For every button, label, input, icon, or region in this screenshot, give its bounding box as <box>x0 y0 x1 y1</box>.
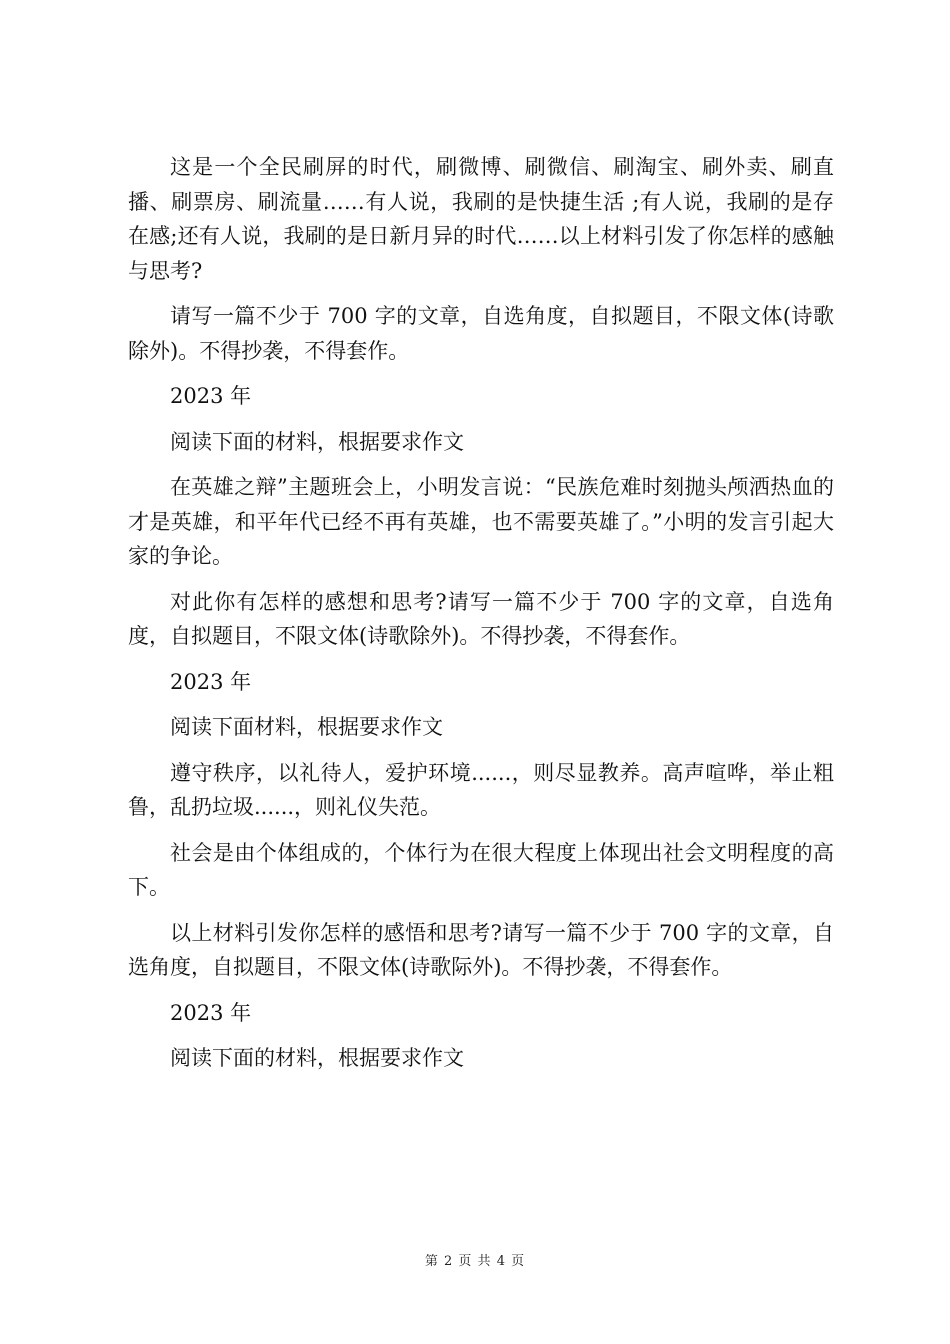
paragraph: 对此你有怎样的感想和思考?请写一篇不少于 700 字的文章，自选角度，自拟题目，不限文体(诗歌除外)。不得抄袭，不得套作。 <box>128 589 834 648</box>
instruction-heading: 阅读下面材料，根据要求作文 <box>170 715 443 739</box>
paragraph: 以上材料引发你怎样的感悟和思考?请写一篇不少于 700 字的文章，自选角度，自拟题目，不限文体(诗歌际外)。不得抄袭，不得套作。 <box>128 920 834 979</box>
instruction-heading: 阅读下面的材料，根据要求作文 <box>170 429 464 454</box>
year-heading: 2023 年 <box>170 384 252 408</box>
paragraph: 遵守秩序，以礼待人，爱护环境......，则尽显教养。高声喧哗，举止粗鲁，乱扔垃圾......，则礼仪失范。 <box>128 760 834 819</box>
document-body <box>128 150 834 1076</box>
year-heading: 2023 年 <box>170 1000 252 1025</box>
paragraph: 请写一篇不少于 700 字的文章，自选角度，自拟题目，不限文体(诗歌除外)。不得抄袭，不得套作。 <box>128 304 834 363</box>
paragraph: 这是一个全民刷屏的时代，刷微博、刷微信、刷淘宝、刷外卖、刷直播、刷票房、刷流量……有人说，我刷的是快捷生活 ;有人说，我刷的是存在感;还有人说，我刷的是日新月异的时代……以上材料引发了你怎样的感触与思考? <box>128 155 834 283</box>
page-number-footer: 第 2 页 共 4 页 <box>424 1254 526 1269</box>
instruction-heading: 阅读下面的材料，根据要求作文 <box>170 1046 464 1070</box>
paragraph: 在英雄之辩”主题班会上，小明发言说：“民族危难时刻抛头颅洒热血的才是英雄，和平年代已经不再有英雄，也不需要英雄了。”小明的发言引起大家的争论。 <box>128 475 834 568</box>
paragraph: 社会是由个体组成的，个体行为在很大程度上体现出社会文明程度的高下。 <box>128 840 834 899</box>
year-heading: 2023 年 <box>170 669 252 694</box>
